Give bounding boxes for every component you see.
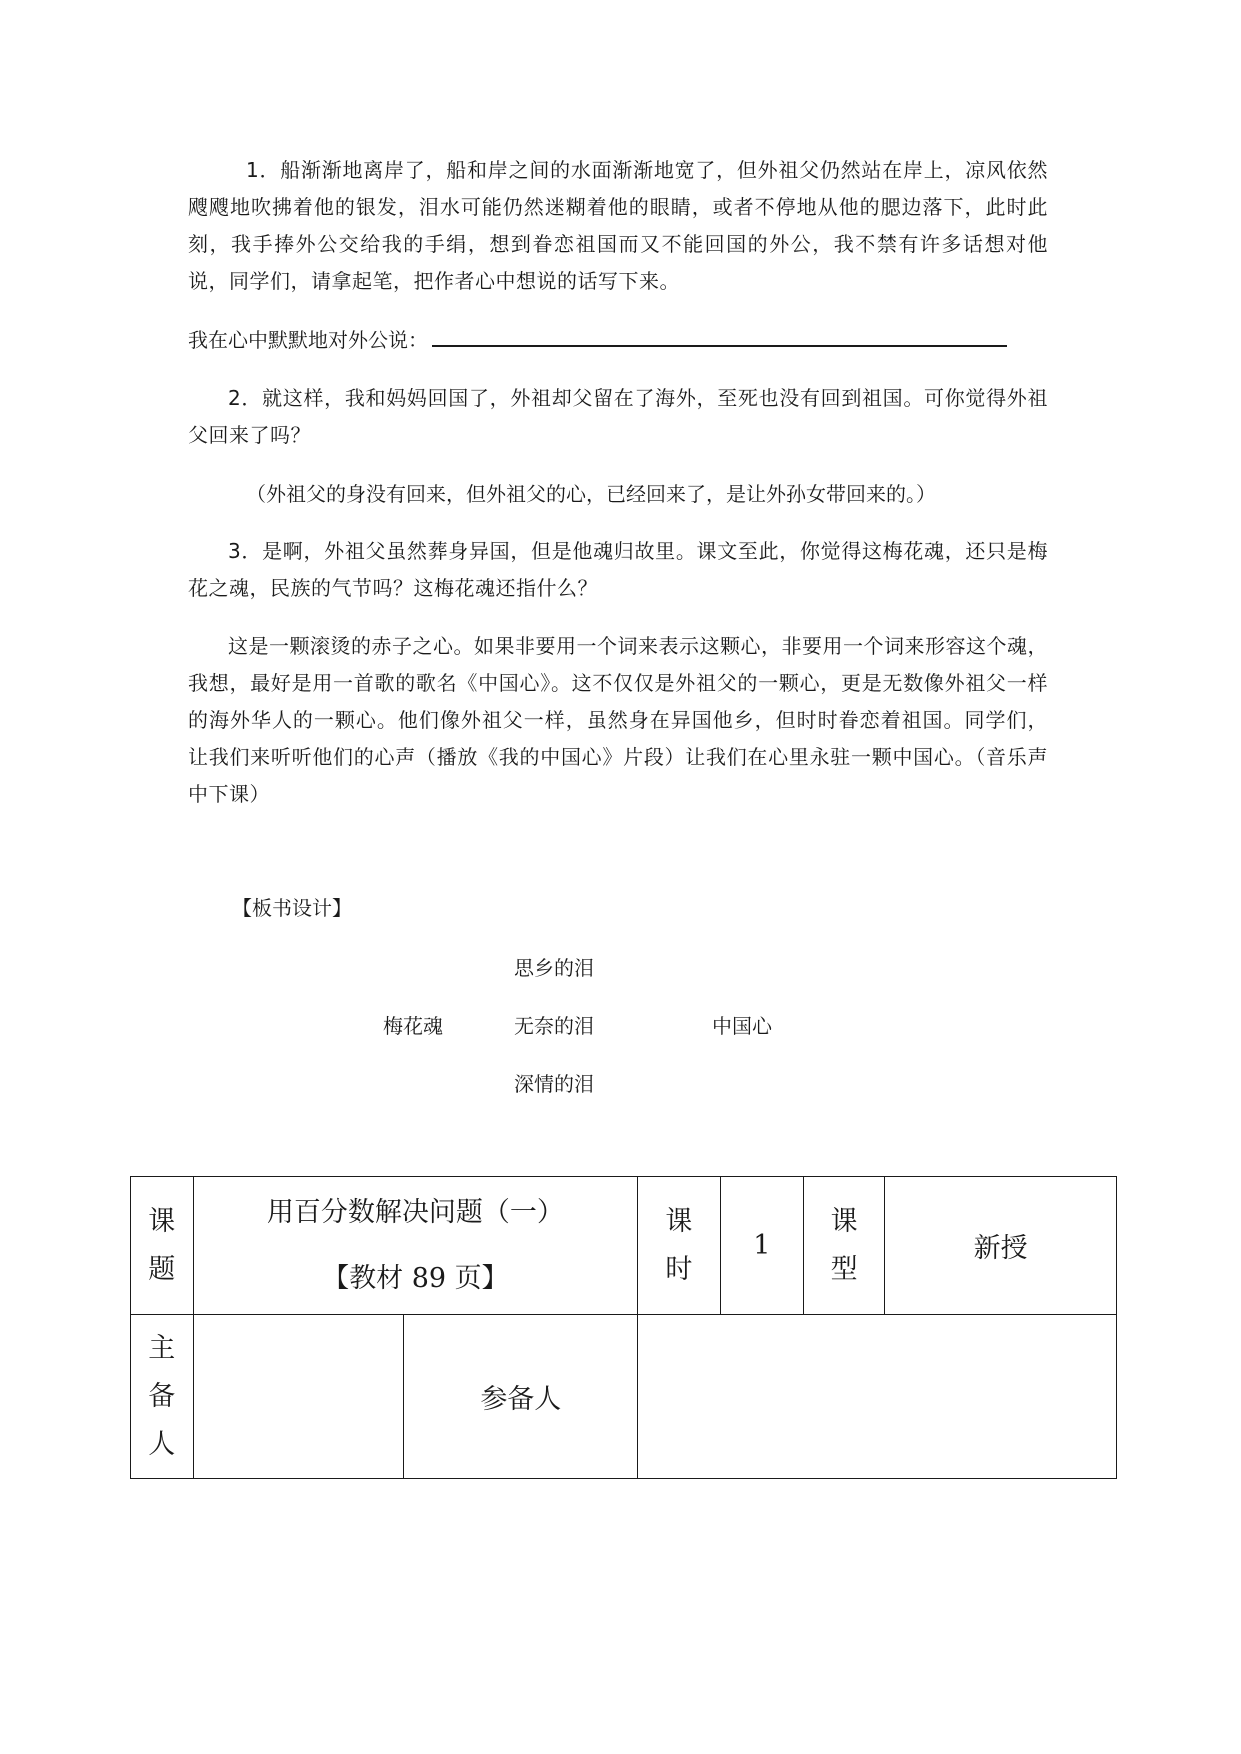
board-middle-2: 无奈的泪 xyxy=(514,1014,594,1038)
textbook-page: 【教材 89 页】 xyxy=(322,1262,509,1294)
paragraph-2 xyxy=(188,380,1048,454)
participants-label: 参备人 xyxy=(404,1315,638,1479)
paragraph-4-text: 这是一颗滚烫的赤子之心。如果非要用一个词来表示这颗心，非要用一个词来形容这个魂，我想，最好是用一首歌的歌名《中国心》。这不仅仅是外祖父的一颗心，更是无数像外祖父一样的海外华人的一颗心。他们像外祖父一样，虽然身在异国他乡，但时时眷恋着祖国。同学们，让我们来听听他们的心声（播放《我的中国心》片段）让我们在心里永驻一颗中国心。（音乐声中下课） xyxy=(188,634,1048,806)
write-prompt xyxy=(188,322,1007,359)
table-row xyxy=(131,1315,1117,1479)
answer-blank-line[interactable] xyxy=(432,323,1007,347)
period-value: 1 xyxy=(720,1177,803,1315)
paragraph-1-text: 1．船渐渐地离岸了，船和岸之间的水面渐渐地宽了，但外祖父仍然站在岸上，凉风依然飕飕地吹拂着他的银发，泪水可能仍然迷糊着他的眼睛，或者不停地从他的腮边落下，此时此刻，我手捧外公交给我的手绢，想到眷恋祖国而又不能回国的外公，我不禁有许多话想对他说，同学们，请拿起笔，把作者心中想说的话写下来。 xyxy=(188,158,1048,293)
topic-label: 课 题 xyxy=(131,1177,194,1315)
paragraph-3-text: 3．是啊，外祖父虽然葬身异国，但是他魂归故里。课文至此，你觉得这梅花魂，还只是梅花之魂，民族的气节吗？这梅花魂还指什么？ xyxy=(188,539,1048,600)
board-right: 中国心 xyxy=(712,1014,772,1038)
write-prompt-label: 我在心中默默地对外公说： xyxy=(188,328,428,352)
board-middle-3: 深情的泪 xyxy=(514,1072,594,1096)
type-label: 课 型 xyxy=(804,1177,885,1315)
lead-preparer-value[interactable] xyxy=(193,1315,404,1479)
topic-cell xyxy=(193,1177,638,1315)
lesson-info-table xyxy=(130,1176,1117,1479)
paragraph-2-text: 2．就这样，我和妈妈回国了，外祖却父留在了海外，至死也没有回到祖国。可你觉得外祖父回来了吗？ xyxy=(188,386,1048,447)
period-label: 课 时 xyxy=(638,1177,720,1315)
board-middle-1: 思乡的泪 xyxy=(514,956,594,980)
topic-title: 用百分数解决问题（一） xyxy=(266,1196,564,1228)
paragraph-4 xyxy=(188,628,1048,813)
type-value: 新授 xyxy=(885,1177,1117,1315)
participants-value[interactable] xyxy=(638,1315,1117,1479)
lead-preparer-label: 主 备 人 xyxy=(131,1315,194,1479)
paragraph-3 xyxy=(188,533,1048,607)
board-design-title: 【板书设计】 xyxy=(232,896,352,920)
table-row xyxy=(131,1177,1117,1315)
paragraph-1 xyxy=(188,152,1048,300)
answer-text: （外祖父的身没有回来，但外祖父的心，已经回来了，是让外孙女带回来的。） xyxy=(246,482,936,506)
board-left: 梅花魂 xyxy=(383,1014,443,1038)
